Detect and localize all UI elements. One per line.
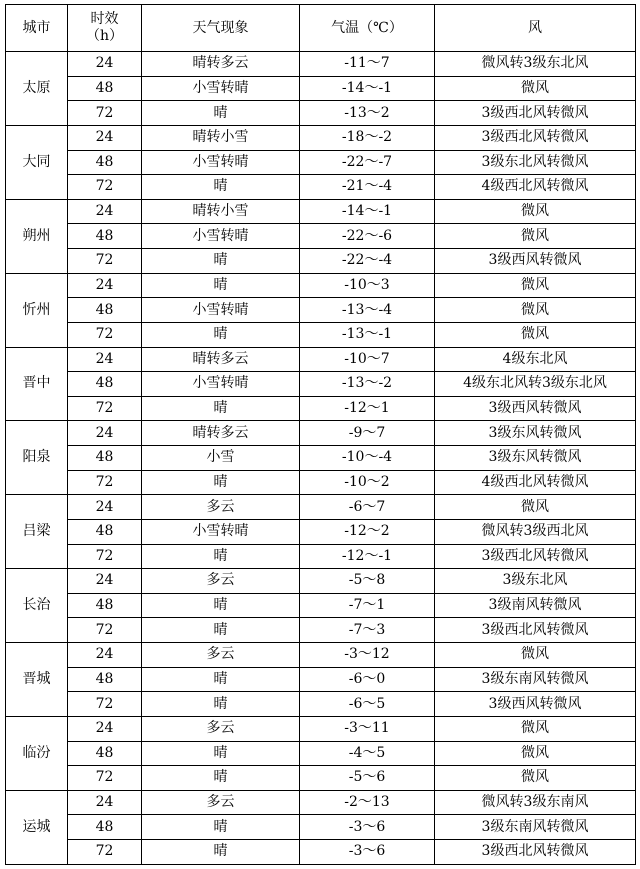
hours-cell: 48: [68, 372, 142, 397]
wind-cell: 微风: [435, 224, 636, 249]
weather-cell: 晴: [142, 544, 300, 569]
temperature-cell: -11～7: [300, 52, 435, 77]
weather-cell: 小雪转晴: [142, 76, 300, 101]
temperature-cell: -9～7: [300, 421, 435, 446]
hours-cell: 24: [68, 790, 142, 815]
table-row: [6, 593, 636, 618]
table-row: [6, 125, 636, 150]
city-name-cell: 吕梁: [6, 495, 68, 569]
table-row: [6, 76, 636, 101]
wind-cell: 3级东南风转微风: [435, 667, 636, 692]
hours-cell: 72: [68, 618, 142, 643]
city-name-cell: 大同: [6, 125, 68, 199]
weather-cell: 小雪转晴: [142, 224, 300, 249]
temperature-cell: -5～8: [300, 569, 435, 594]
table-row: [6, 519, 636, 544]
weather-cell: 晴: [142, 667, 300, 692]
hours-cell: 72: [68, 544, 142, 569]
weather-cell: 晴转小雪: [142, 125, 300, 150]
weather-cell: 晴转小雪: [142, 199, 300, 224]
table-row: [6, 298, 636, 323]
hours-cell: 48: [68, 224, 142, 249]
temperature-cell: -21～-4: [300, 175, 435, 200]
temperature-cell: -2～13: [300, 790, 435, 815]
temperature-cell: -13～-4: [300, 298, 435, 323]
weather-cell: 晴: [142, 618, 300, 643]
city-name-cell: 阳泉: [6, 421, 68, 495]
wind-cell: 3级东北风转微风: [435, 150, 636, 175]
wind-cell: 微风转3级西北风: [435, 519, 636, 544]
temperature-cell: -22～-7: [300, 150, 435, 175]
table-row: [6, 446, 636, 471]
temperature-cell: -13～-2: [300, 372, 435, 397]
temperature-cell: -7～1: [300, 593, 435, 618]
hours-cell: 72: [68, 322, 142, 347]
weather-cell: 晴: [142, 593, 300, 618]
hours-cell: 72: [68, 249, 142, 274]
temperature-cell: -3～6: [300, 815, 435, 840]
weather-cell: 晴转多云: [142, 421, 300, 446]
weather-cell: 小雪转晴: [142, 150, 300, 175]
wind-cell: 3级西北风转微风: [435, 101, 636, 126]
city-name-cell: 临汾: [6, 716, 68, 790]
hours-cell: 48: [68, 150, 142, 175]
table-row: [6, 101, 636, 126]
hours-cell: 72: [68, 766, 142, 791]
table-row: [6, 643, 636, 668]
table-row: [6, 544, 636, 569]
wind-cell: 微风: [435, 298, 636, 323]
wind-cell: 3级西北风转微风: [435, 618, 636, 643]
header-city: 城市: [6, 5, 68, 52]
hours-cell: 72: [68, 101, 142, 126]
hours-cell: 24: [68, 52, 142, 77]
table-row: [6, 790, 636, 815]
city-name-cell: 晋城: [6, 643, 68, 717]
wind-cell: 微风: [435, 741, 636, 766]
wind-cell: 4级东北风: [435, 347, 636, 372]
hours-cell: 48: [68, 519, 142, 544]
table-row: [6, 396, 636, 421]
wind-cell: 3级东风转微风: [435, 421, 636, 446]
wind-cell: 3级西北风转微风: [435, 544, 636, 569]
wind-cell: 微风: [435, 199, 636, 224]
header-temp: 气温（℃）: [300, 5, 435, 52]
wind-cell: 4级西北风转微风: [435, 175, 636, 200]
header-hours-line1: 时效: [90, 11, 119, 27]
table-row: [6, 741, 636, 766]
table-row: [6, 569, 636, 594]
temperature-cell: -3～11: [300, 716, 435, 741]
table-row: [6, 495, 636, 520]
temperature-cell: -5～6: [300, 766, 435, 791]
table-row: [6, 224, 636, 249]
weather-cell: 晴: [142, 840, 300, 865]
table-row: [6, 52, 636, 77]
city-name-cell: 太原: [6, 52, 68, 126]
hours-cell: 48: [68, 741, 142, 766]
hours-cell: 24: [68, 495, 142, 520]
weather-cell: 小雪转晴: [142, 372, 300, 397]
temperature-cell: -14～-1: [300, 199, 435, 224]
table-row: [6, 470, 636, 495]
wind-cell: 3级西风转微风: [435, 692, 636, 717]
wind-cell: 3级东风转微风: [435, 446, 636, 471]
temperature-cell: -13～-1: [300, 322, 435, 347]
city-name-cell: 朔州: [6, 199, 68, 273]
wind-cell: 微风: [435, 766, 636, 791]
weather-cell: 晴: [142, 175, 300, 200]
hours-cell: 48: [68, 298, 142, 323]
temperature-cell: -13～2: [300, 101, 435, 126]
weather-cell: 晴: [142, 470, 300, 495]
table-row: [6, 692, 636, 717]
wind-cell: 微风: [435, 643, 636, 668]
temperature-cell: -10～-4: [300, 446, 435, 471]
weather-cell: 晴: [142, 101, 300, 126]
forecast-body: [6, 52, 636, 865]
hours-cell: 48: [68, 593, 142, 618]
table-row: [6, 840, 636, 865]
header-hours-line2: （h）: [85, 28, 124, 44]
temperature-cell: -14～-1: [300, 76, 435, 101]
hours-cell: 72: [68, 470, 142, 495]
hours-cell: 24: [68, 125, 142, 150]
hours-cell: 24: [68, 273, 142, 298]
temperature-cell: -6～0: [300, 667, 435, 692]
weather-cell: 多云: [142, 569, 300, 594]
weather-cell: 晴: [142, 815, 300, 840]
temperature-cell: -4～5: [300, 741, 435, 766]
table-row: [6, 175, 636, 200]
weather-cell: 小雪: [142, 446, 300, 471]
hours-cell: 24: [68, 421, 142, 446]
forecast-sheet: [5, 4, 636, 865]
wind-cell: 微风: [435, 273, 636, 298]
city-name-cell: 长治: [6, 569, 68, 643]
hours-cell: 72: [68, 396, 142, 421]
temperature-cell: -6～7: [300, 495, 435, 520]
weather-cell: 多云: [142, 716, 300, 741]
hours-cell: 48: [68, 446, 142, 471]
table-row: [6, 667, 636, 692]
temperature-cell: -12～2: [300, 519, 435, 544]
wind-cell: 3级西北风转微风: [435, 125, 636, 150]
temperature-cell: -22～-4: [300, 249, 435, 274]
table-row: [6, 716, 636, 741]
wind-cell: 3级西北风转微风: [435, 840, 636, 865]
temperature-cell: -10～7: [300, 347, 435, 372]
hours-cell: 24: [68, 199, 142, 224]
wind-cell: 微风: [435, 76, 636, 101]
table-row: [6, 347, 636, 372]
weather-cell: 小雪转晴: [142, 519, 300, 544]
header-wind: 风: [435, 5, 636, 52]
table-row: [6, 199, 636, 224]
temperature-cell: -3～12: [300, 643, 435, 668]
hours-cell: 48: [68, 815, 142, 840]
table-row: [6, 322, 636, 347]
wind-cell: 微风转3级东南风: [435, 790, 636, 815]
wind-cell: 微风: [435, 495, 636, 520]
temperature-cell: -3～6: [300, 840, 435, 865]
table-row: [6, 421, 636, 446]
hours-cell: 48: [68, 667, 142, 692]
weather-cell: 晴: [142, 692, 300, 717]
header-hours: [68, 5, 142, 52]
table-row: [6, 150, 636, 175]
hours-cell: 24: [68, 716, 142, 741]
table-row: [6, 249, 636, 274]
weather-cell: 晴: [142, 396, 300, 421]
wind-cell: 3级西风转微风: [435, 396, 636, 421]
temperature-cell: -10～2: [300, 470, 435, 495]
header-weather: 天气现象: [142, 5, 300, 52]
wind-cell: 微风: [435, 716, 636, 741]
table-row: [6, 618, 636, 643]
hours-cell: 48: [68, 76, 142, 101]
forecast-table: [5, 4, 636, 865]
hours-cell: 24: [68, 643, 142, 668]
weather-cell: 多云: [142, 790, 300, 815]
temperature-cell: -10～3: [300, 273, 435, 298]
hours-cell: 72: [68, 840, 142, 865]
hours-cell: 24: [68, 569, 142, 594]
hours-cell: 72: [68, 692, 142, 717]
table-row: [6, 766, 636, 791]
table-row: [6, 273, 636, 298]
weather-cell: 晴转多云: [142, 347, 300, 372]
temperature-cell: -12～1: [300, 396, 435, 421]
wind-cell: 4级东北风转3级东北风: [435, 372, 636, 397]
wind-cell: 3级东南风转微风: [435, 815, 636, 840]
wind-cell: 4级西北风转微风: [435, 470, 636, 495]
wind-cell: 微风: [435, 322, 636, 347]
weather-cell: 多云: [142, 643, 300, 668]
wind-cell: 3级南风转微风: [435, 593, 636, 618]
weather-cell: 晴: [142, 249, 300, 274]
weather-cell: 晴转多云: [142, 52, 300, 77]
temperature-cell: -22～-6: [300, 224, 435, 249]
header-row: [6, 5, 636, 52]
weather-cell: 晴: [142, 322, 300, 347]
city-name-cell: 忻州: [6, 273, 68, 347]
hours-cell: 24: [68, 347, 142, 372]
temperature-cell: -12～-1: [300, 544, 435, 569]
wind-cell: 3级东北风: [435, 569, 636, 594]
weather-cell: 小雪转晴: [142, 298, 300, 323]
table-row: [6, 815, 636, 840]
weather-cell: 晴: [142, 766, 300, 791]
wind-cell: 微风转3级东北风: [435, 52, 636, 77]
temperature-cell: -7～3: [300, 618, 435, 643]
hours-cell: 72: [68, 175, 142, 200]
weather-cell: 晴: [142, 741, 300, 766]
weather-cell: 多云: [142, 495, 300, 520]
weather-cell: 晴: [142, 273, 300, 298]
city-name-cell: 晋中: [6, 347, 68, 421]
temperature-cell: -18～-2: [300, 125, 435, 150]
temperature-cell: -6～5: [300, 692, 435, 717]
city-name-cell: 运城: [6, 790, 68, 864]
table-row: [6, 372, 636, 397]
wind-cell: 3级西风转微风: [435, 249, 636, 274]
